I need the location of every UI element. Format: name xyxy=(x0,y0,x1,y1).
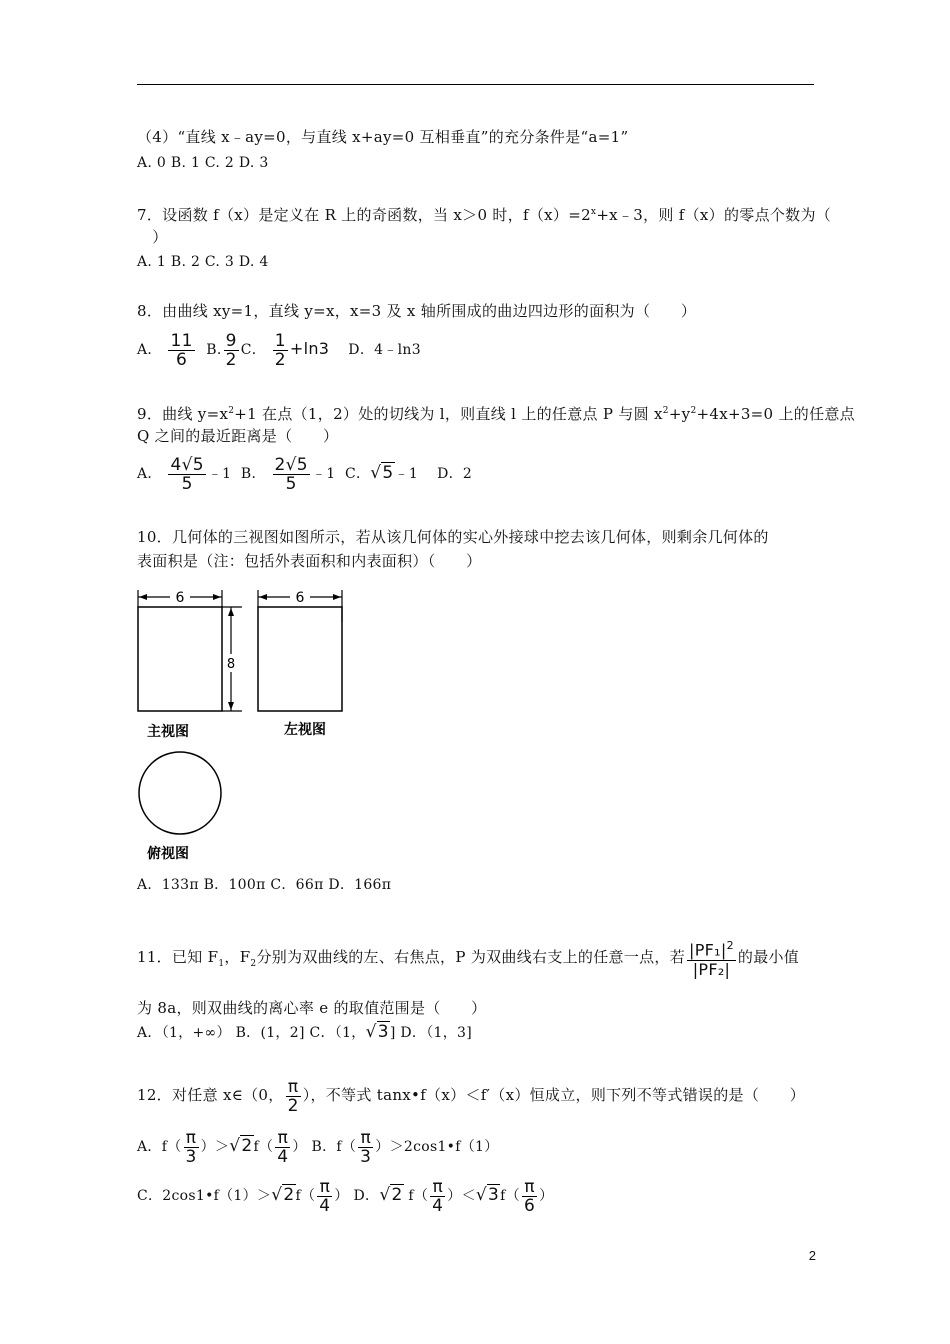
top-view-caption: 俯视图 xyxy=(147,846,189,862)
q11-stem-cont: 为 8a，则双曲线的离心率 e 的取值范围是（ ） xyxy=(137,999,487,1017)
q7-options: A. 1 B. 2 C. 3 D. 4 xyxy=(137,254,269,270)
q12-options-ab: A．f（ $\frac{\pi}{3}$ ）＞√2f（ $\frac{\pi}{4}$ ） B．f（ $\frac{\pi}{3}$ ）＞2cos1•f（1） xyxy=(137,1127,499,1167)
q12-c-sqrt: √2 xyxy=(271,1185,295,1205)
q12-d-frac-1: $\frac{\pi}{4}$ xyxy=(432,1176,444,1216)
side-view-rectangle xyxy=(258,607,342,711)
q6-options: A. 0 B. 1 C. 2 D. 3 xyxy=(137,155,269,171)
side-width-arrow-left xyxy=(259,594,267,600)
side-view-caption: 左视图 xyxy=(284,722,326,738)
side-width-label: 6 xyxy=(295,590,305,606)
q12-options-cd: C．2cos1•f（1）＞√2f（ $\frac{\pi}{4}$ ） D．√2 f（ $\frac{\pi}{4}$ ）＜√3f（ $\frac{\pi}{6}$ ） xyxy=(137,1176,554,1216)
header-rule xyxy=(137,84,814,85)
q8-option-c-fraction: $\frac{1}{2}$ xyxy=(274,330,286,370)
q12-b-frac: $\frac{\pi}{3}$ xyxy=(360,1127,372,1167)
q10-stem: 10．几何体的三视图如图所示，若从该几何体的实心外接球中挖去该几何体，则剩余几何体的 xyxy=(137,528,769,546)
q11-options: A．（1，+∞） B．(1，2] C．（1，√3] D．（1，3] xyxy=(137,1022,473,1042)
q12-d-sqrt-2: √3 xyxy=(475,1185,500,1205)
q10-options: A．133π B．100π C．66π D．166π xyxy=(137,877,392,893)
front-view-caption: 主视图 xyxy=(147,724,189,740)
q11-option-c-sqrt: √3 xyxy=(365,1022,389,1042)
q9-stem: 9．曲线 $y=x^2+1$ 在点（1，2）处的切线为 l，则直线 l 上的任意点 P 与圆 $x^2+y^2+4x+3=0$ 上的任意点 xyxy=(137,405,855,423)
q12-c-frac: $\frac{\pi}{4}$ xyxy=(319,1176,331,1216)
side-width-arrow-right xyxy=(333,594,341,600)
q6-statement-4: （4）“直线 x﹣ay=0，与直线 x+ay=0 互相垂直”的充分条件是“a=1” xyxy=(137,128,629,146)
q12-a-frac-2: $\frac{\pi}{4}$ xyxy=(277,1127,289,1167)
q9-options: A． $\frac{4√5}{5}$ ﹣1 B． $\frac{2√5}{5}$ ﹣1 C．√5﹣1 D．2 xyxy=(137,454,473,494)
q11-stem: 11．已知 $F_1$，$F_2$分别为双曲线的左、右焦点，P 为双曲线右支上的任意一点，若 $\frac{|PF_1|^2}{\text{|PF₂|}}$ 的最小值 xyxy=(137,939,800,979)
page-number: 2 xyxy=(808,1248,816,1263)
front-width-arrow-left xyxy=(139,594,147,600)
front-width-label: 6 xyxy=(175,590,185,606)
q9-option-b-fraction: $\frac{2√5}{5}$ xyxy=(274,454,308,494)
q11-ratio-fraction: $\frac{|PF_1|^2}{\text{|PF₂|}}$ xyxy=(689,939,734,979)
q7-stem-cont: ） xyxy=(137,228,168,246)
front-view-rectangle xyxy=(138,607,222,711)
q12-a-sqrt: √2 xyxy=(229,1136,253,1156)
q9-stem-cont: Q 之间的最近距离是（ ） xyxy=(137,427,339,445)
q8-option-b-fraction: $\frac{9}{2}$ xyxy=(225,330,237,370)
q9-option-a-fraction: $\frac{4√5}{5}$ xyxy=(170,454,204,494)
height-label: 8 xyxy=(226,657,236,672)
q12-interval-fraction: $\frac{\pi}{2}$ xyxy=(287,1076,299,1116)
q9-option-c-sqrt: √5 xyxy=(370,463,394,483)
q8-options: A． $\frac{11}{6}$ B. $\frac{9}{2}$ C． $\frac{1}{2}$ +ln3 D．4﹣ln3 xyxy=(137,330,421,370)
q12-a-frac-1: $\frac{\pi}{3}$ xyxy=(185,1127,197,1167)
q8-option-a-fraction: $\frac{11}{6}$ xyxy=(170,330,193,370)
q12-d-frac-2: $\frac{\pi}{6}$ xyxy=(523,1176,536,1216)
q7-stem: 7．设函数 f（x）是定义在 R 上的奇函数，当 x＞0 时，$f(x)=2^x+x﹣3$，则 f（x）的零点个数为（ xyxy=(137,206,832,224)
front-width-arrow-right xyxy=(213,594,221,600)
height-arrow-top xyxy=(228,608,234,616)
q8-stem: 8．由曲线 xy=1，直线 y=x，x=3 及 x 轴所围成的曲边四边形的面积为（ ） xyxy=(137,302,697,320)
q10-stem-cont: 表面积是（注：包括外表面积和内表面积）（ ） xyxy=(137,552,482,570)
three-view-diagram xyxy=(130,582,370,867)
height-arrow-bottom xyxy=(228,702,234,710)
q12-d-sqrt-1: √2 xyxy=(379,1185,403,1205)
q12-stem: 12．对任意 x∈（0， $\frac{\pi}{2}$ ），不等式 tanx•f（x）＜f′（x）恒成立，则下列不等式错误的是（ ） xyxy=(137,1076,806,1116)
top-view-circle xyxy=(139,752,221,834)
